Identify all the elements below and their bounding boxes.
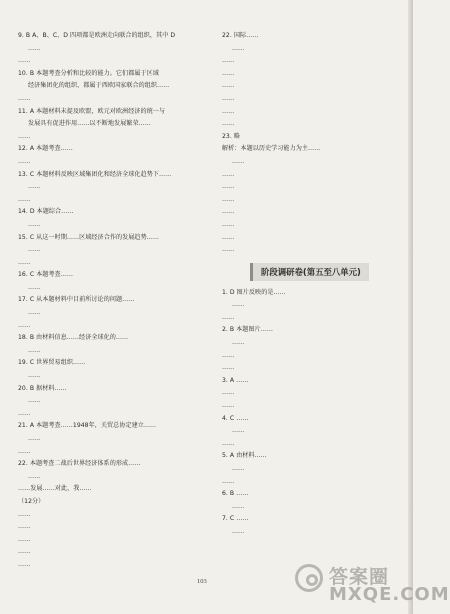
text-line: …… (18, 447, 31, 455)
text-line: …… (18, 548, 31, 556)
text-line: 22. 国际…… (222, 32, 259, 39)
section-title: 阶段调研卷(第五至八单元) (250, 263, 369, 281)
text-line: …… (222, 477, 235, 485)
text-line: 19. C 世界贸易组织…… (18, 359, 86, 367)
text-line: …… (18, 57, 31, 65)
text-line: …… (222, 94, 235, 102)
text-line: …… (232, 339, 245, 347)
text-line: …… (222, 351, 235, 359)
text-line: …… (18, 510, 31, 518)
text-line: …… (222, 313, 235, 321)
text-line: …… (222, 389, 235, 397)
text-line: …… (232, 44, 245, 52)
text-line: …… (18, 535, 31, 543)
text-line: …… (222, 220, 235, 228)
page-gutter (408, 0, 413, 614)
text-line: …… (28, 309, 41, 317)
text-line: …… (232, 157, 245, 165)
text-line: …… (232, 465, 245, 472)
watermark-logo-icon (295, 564, 323, 592)
text-line: …… (222, 107, 235, 115)
text-line: …… (232, 502, 245, 510)
text-line: …… (28, 283, 41, 291)
text-line: 16. C 本题考查…… (18, 271, 73, 279)
text-line: …… (28, 372, 41, 380)
text-line: …… (28, 220, 41, 228)
text-line: …… (222, 170, 235, 178)
text-line: …… (28, 44, 41, 52)
text-line: …… (232, 427, 245, 435)
text-line: 6. B …… (222, 490, 249, 498)
text-line: 15. C 从这一时期……区域经济合作的发展趋势…… (18, 233, 159, 241)
right-text-column (222, 30, 404, 539)
text-line: 21. A 本题考查……1948年，关贸总协定建立…… (18, 422, 157, 430)
text-line: …… (222, 439, 235, 447)
text-line: …… (18, 560, 31, 568)
text-line: …… (222, 246, 235, 254)
text-line: 3. A …… (222, 376, 249, 384)
text-line: …… (232, 301, 245, 309)
text-line: ……发展……对此，我…… (18, 485, 92, 493)
text-line: 18. B 由材料信息……经济全球化的…… (18, 334, 129, 342)
text-line: （12分） (18, 497, 45, 505)
text-line: 解析：本题以历史学习能力为主…… (222, 145, 321, 153)
text-line: 7. C …… (222, 515, 249, 523)
text-line: …… (28, 246, 41, 254)
text-line: …… (18, 321, 31, 329)
text-line: …… (222, 364, 235, 372)
text-line: …… (18, 409, 31, 417)
text-line: 14. D 本题综合…… (18, 208, 74, 216)
text-line: 9. B A、B、C、D 四项都是欧洲走向联合的组织，其中 D (18, 32, 176, 39)
text-line: …… (222, 402, 235, 410)
text-line: 12. A 本题考查…… (18, 145, 73, 153)
text-line: …… (222, 69, 235, 77)
text-line: 2. B 本题图片…… (222, 326, 273, 334)
watermark (295, 558, 450, 610)
text-line: 5. A 由材料…… (222, 452, 267, 460)
text-line: 4. C …… (222, 414, 249, 422)
text-line: 22. 本题考查二战后世界经济体系的形成…… (18, 460, 141, 468)
watermark-text-primary: 答案圈 (329, 566, 390, 588)
text-line: …… (222, 233, 235, 241)
text-line: 发展具有促进作用……以不断地发展繁荣…… (28, 120, 151, 128)
text-line: …… (18, 94, 31, 102)
text-line: …… (222, 195, 235, 203)
text-line: …… (18, 132, 31, 140)
text-line: …… (18, 157, 31, 165)
text-line: …… (222, 82, 235, 90)
text-line: …… (28, 435, 41, 442)
watermark-text-secondary: MXQE.COM (329, 584, 450, 605)
text-line: 17. C 从本题材料中目前所讨论的问题…… (18, 296, 135, 304)
text-line: …… (28, 346, 41, 354)
text-line: …… (28, 183, 41, 191)
text-line: …… (18, 195, 31, 203)
text-line: 经济集团化的组织，都属于西欧国家联合的组织…… (28, 82, 170, 90)
text-line: 20. B 据材料…… (18, 384, 67, 392)
left-text-column (18, 30, 200, 572)
text-line: 11. A 本题材料未提及欧盟，欧元对欧洲经济的统一与 (18, 107, 166, 115)
text-line: …… (28, 472, 41, 480)
text-line: 1. D 图片反映的是…… (222, 288, 286, 296)
text-line: …… (222, 57, 235, 65)
page-number: 103 (197, 578, 207, 585)
text-line: …… (222, 208, 235, 216)
text-line: …… (18, 523, 31, 531)
text-line: …… (28, 397, 41, 405)
text-line: 23. 略 (222, 132, 240, 140)
text-line: …… (222, 183, 235, 191)
text-line: 10. B 本题考查分析和比较的能力。它们都属于区域 (18, 69, 159, 77)
text-line: …… (18, 258, 31, 266)
text-line: 13. C 本题材料反映区域集团化和经济全球化趋势下…… (18, 170, 172, 178)
text-line: …… (232, 527, 245, 535)
text-line: …… (222, 120, 235, 128)
